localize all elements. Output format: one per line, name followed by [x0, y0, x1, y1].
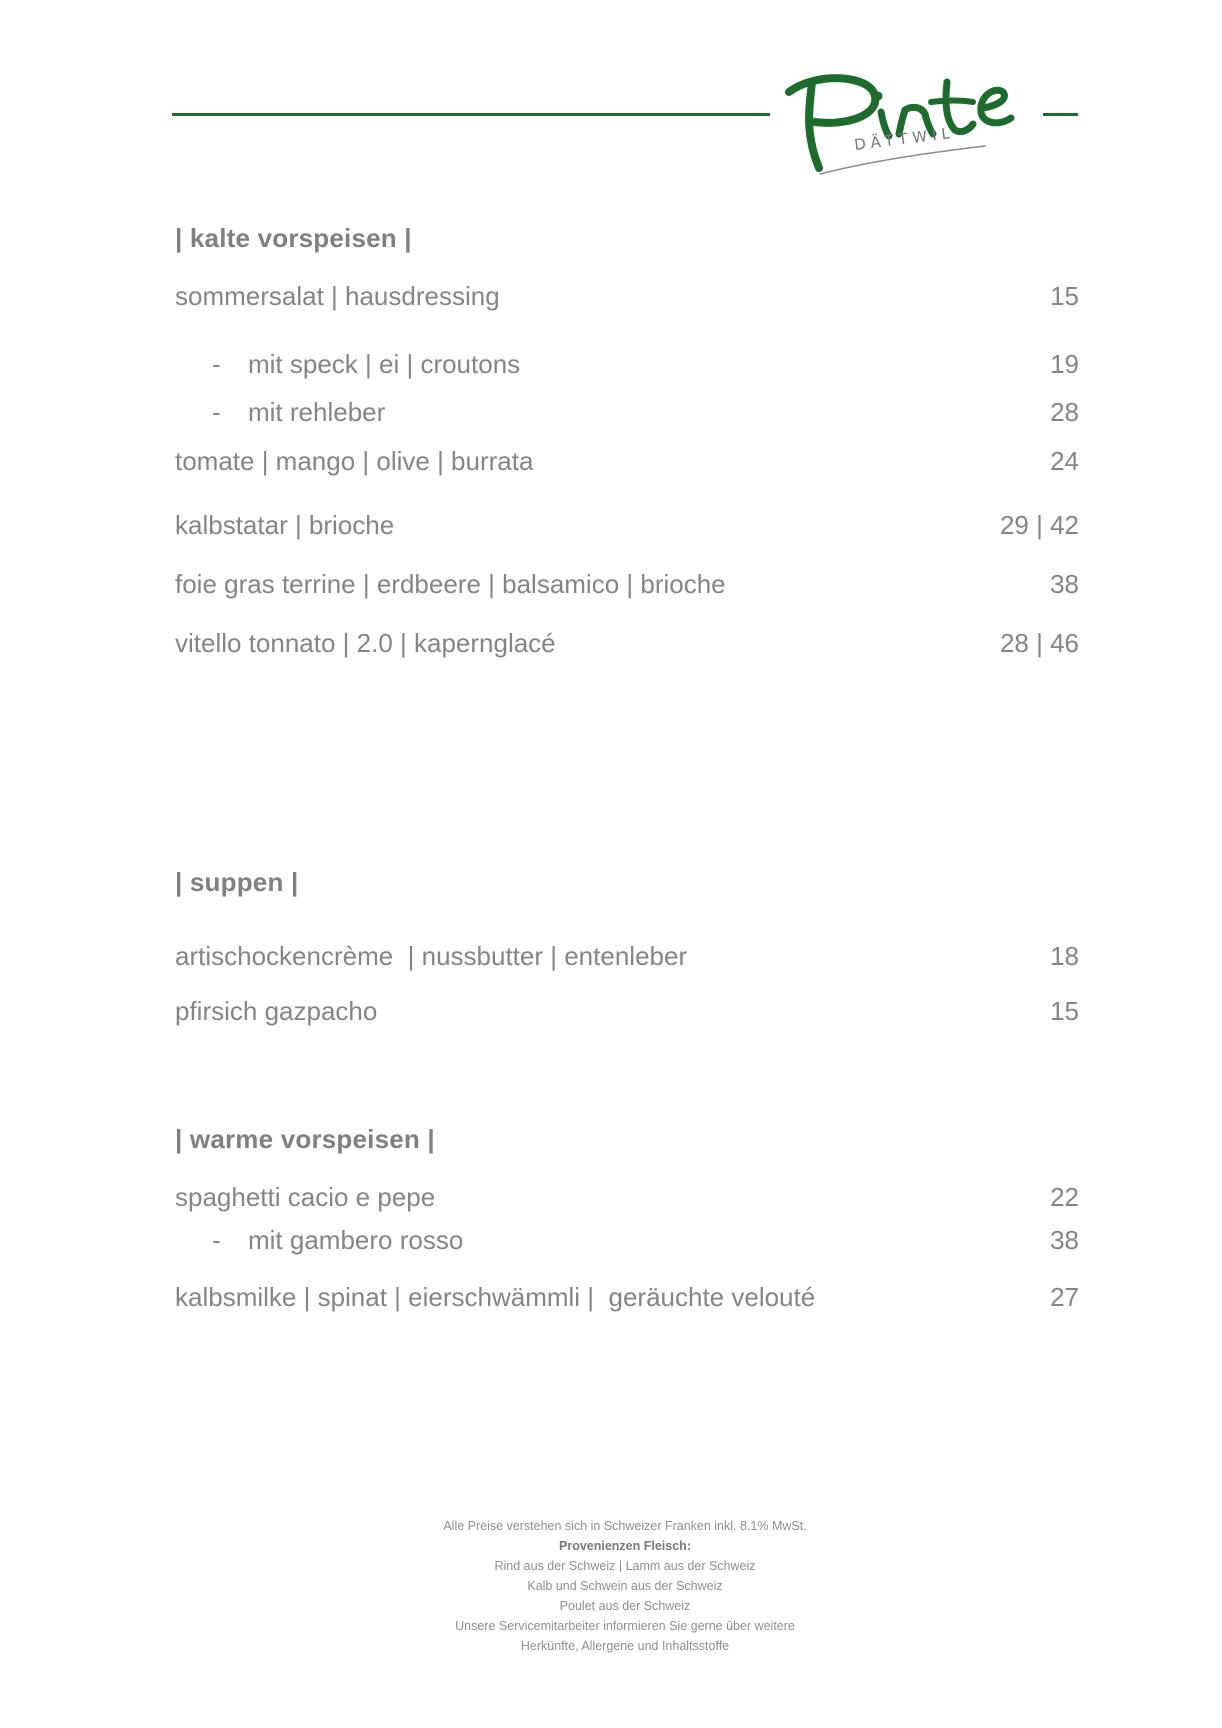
menu-item	[175, 281, 1079, 315]
menu-item-name: spaghetti cacio e pepe	[175, 1182, 436, 1212]
footer-vat-note: Alle Preise verstehen sich in Schweizer Franken inkl. 8.1% MwSt.	[443, 1519, 807, 1533]
menu-item-price: 22	[1050, 1182, 1079, 1212]
footer-info-line: Unsere Servicemitarbeiter informieren Sie gerne über weitere	[455, 1619, 795, 1633]
menu-item-price: 15	[1050, 996, 1079, 1026]
menu-item-name: tomate | mango | olive | burrata	[175, 446, 534, 476]
header-rule-right	[1043, 113, 1078, 116]
menu-item-variant	[175, 397, 1079, 431]
menu-item	[175, 446, 1079, 480]
menu-item	[175, 1182, 1079, 1216]
footer-provenance-line: Rind aus der Schweiz | Lamm aus der Schweiz	[494, 1559, 756, 1573]
section-heading-suppen: | suppen |	[175, 867, 299, 897]
menu-item	[175, 941, 1079, 975]
menu-item-name: kalbsmilke | spinat | eierschwämmli | geräuchte velouté	[175, 1282, 816, 1312]
menu-item-name: artischockencrème | nussbutter | entenleber	[175, 941, 688, 971]
menu-item-name: foie gras terrine | erdbeere | balsamico | brioche	[175, 569, 726, 599]
footer-provenance-line: Kalb und Schwein aus der Schweiz	[527, 1579, 723, 1593]
header-rule-left	[172, 113, 770, 116]
menu-item-name: sommersalat | hausdressing	[175, 281, 500, 311]
menu-item-price: 15	[1050, 281, 1079, 311]
menu-item-name: kalbstatar | brioche	[175, 510, 395, 540]
menu-item	[175, 510, 1079, 544]
menu-item-variant	[175, 349, 1079, 383]
menu-item-name: mit rehleber	[248, 397, 386, 427]
menu-item-price: 38	[1050, 569, 1079, 599]
footer-provenance-line: Poulet aus der Schweiz	[559, 1599, 691, 1613]
menu-item-name: mit speck | ei | croutons	[248, 349, 521, 379]
menu-item-price: 28	[1050, 397, 1079, 427]
menu-item-variant	[175, 1225, 1079, 1259]
menu-item-price: 29 | 42	[999, 510, 1079, 540]
variant-dash: -	[212, 397, 221, 427]
footer-notes	[360, 1516, 890, 1656]
menu-item-name: vitello tonnato | 2.0 | kapernglacé	[175, 628, 556, 658]
variant-dash: -	[212, 349, 221, 379]
menu-item	[175, 569, 1079, 603]
pinte-logo	[775, 64, 1045, 194]
menu-item-price: 27	[1050, 1282, 1079, 1312]
menu-item-price: 18	[1050, 941, 1079, 971]
footer-provenance-title: Provenienzen Fleisch:	[559, 1539, 691, 1553]
menu-item-price: 28 | 46	[999, 628, 1079, 658]
menu-item	[175, 1282, 1079, 1316]
variant-dash: -	[212, 1225, 221, 1255]
menu-item-price: 38	[1050, 1225, 1079, 1255]
menu-item-price: 19	[1050, 349, 1079, 379]
menu-item	[175, 996, 1079, 1030]
footer-info-line: Herkünfte, Allergene und Inhaltsstoffe	[520, 1639, 730, 1653]
menu-item-name: mit gambero rosso	[248, 1225, 464, 1255]
section-heading-warme-vorspeisen: | warme vorspeisen |	[175, 1124, 435, 1154]
svg-text:DÄTTWIL: DÄTTWIL	[853, 123, 956, 154]
menu-item-name: pfirsich gazpacho	[175, 996, 378, 1026]
menu-item-price: 24	[1050, 446, 1079, 476]
section-heading-kalte-vorspeisen: | kalte vorspeisen |	[175, 223, 412, 253]
menu-item	[175, 628, 1079, 662]
